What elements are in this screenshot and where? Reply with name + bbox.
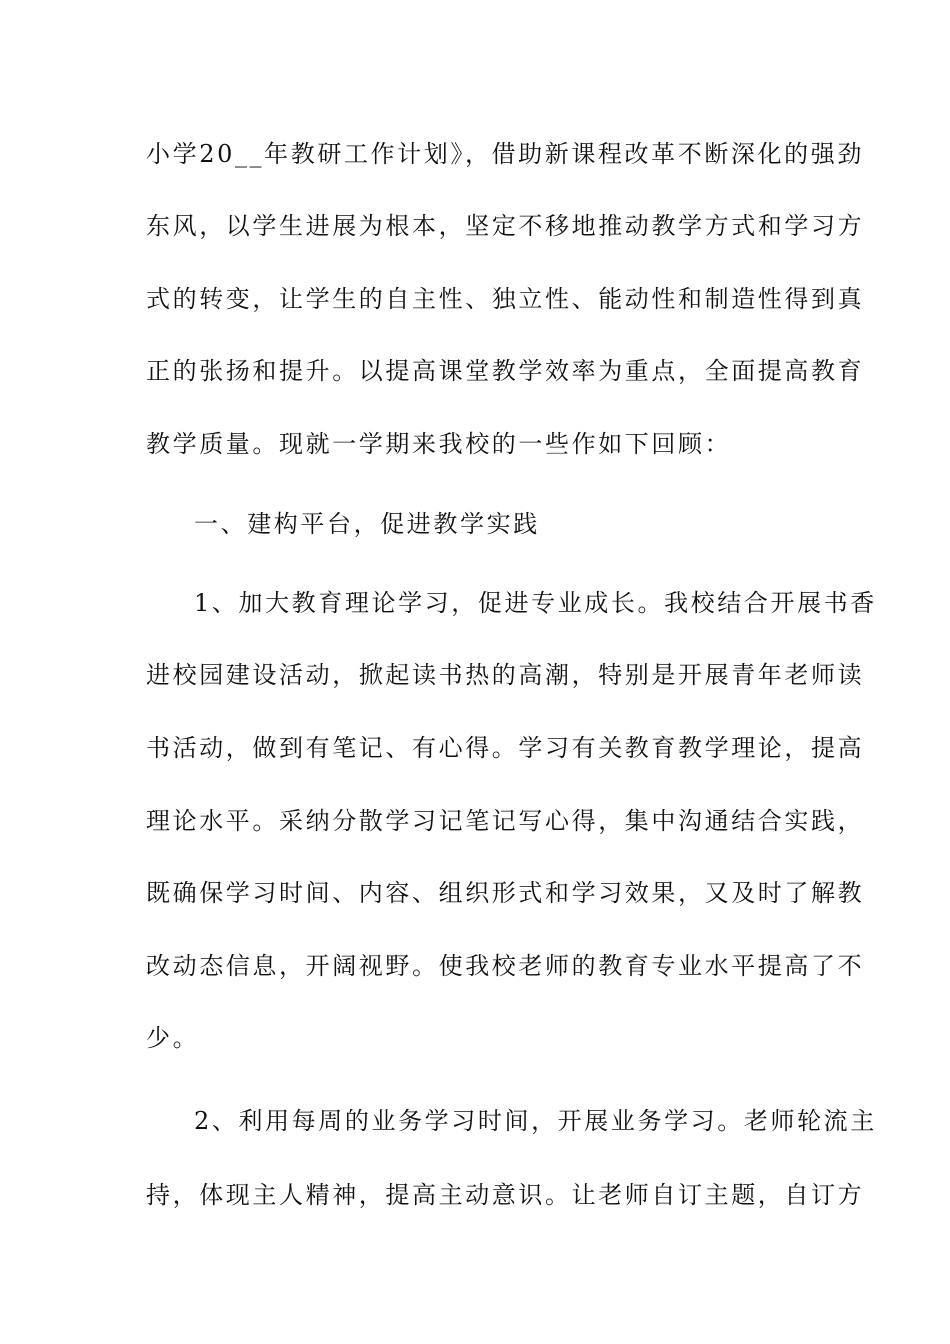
text-line: 少。 — [146, 1024, 200, 1052]
text-line: 小学20__年教研工作计划》，借助新课程改革不断深化的强劲 — [146, 140, 864, 168]
text-line: 持，体现主人精神，提高主动意识。让老师自订主题，自订方 — [146, 1181, 865, 1209]
text-line: 东风，以学生进展为根本，坚定不移地推动教学方式和学习方 — [146, 212, 865, 240]
paragraph-start: 1、加大教育理论学习，促进专业成长。我校结合开展书香 — [194, 589, 877, 617]
text-line: 既确保学习时间、内容、组织形式和学习效果，又及时了解教 — [146, 879, 865, 907]
text-line: 书活动，做到有笔记、有心得。学习有关教育教学理论，提高 — [146, 734, 865, 762]
text-line: 式的转变，让学生的自主性、独立性、能动性和制造性得到真 — [146, 285, 865, 313]
text-line: 教学质量。现就一学期来我校的一些作如下回顾： — [146, 430, 732, 458]
text-line: 理论水平。采纳分散学习记笔记写心得，集中沟通结合实践， — [146, 807, 865, 835]
text-line: 进校园建设活动，掀起读书热的高潮，特别是开展青年老师读 — [146, 661, 865, 689]
paragraph-start: 2、利用每周的业务学习时间，开展业务学习。老师轮流主 — [194, 1107, 877, 1135]
text-line: 改动态信息，开阔视野。使我校老师的教育专业水平提高了不 — [146, 952, 865, 980]
text-line: 正的张扬和提升。以提高课堂教学效率为重点，全面提高教育 — [146, 357, 865, 385]
section-heading: 一、建构平台，促进教学实践 — [194, 510, 540, 538]
